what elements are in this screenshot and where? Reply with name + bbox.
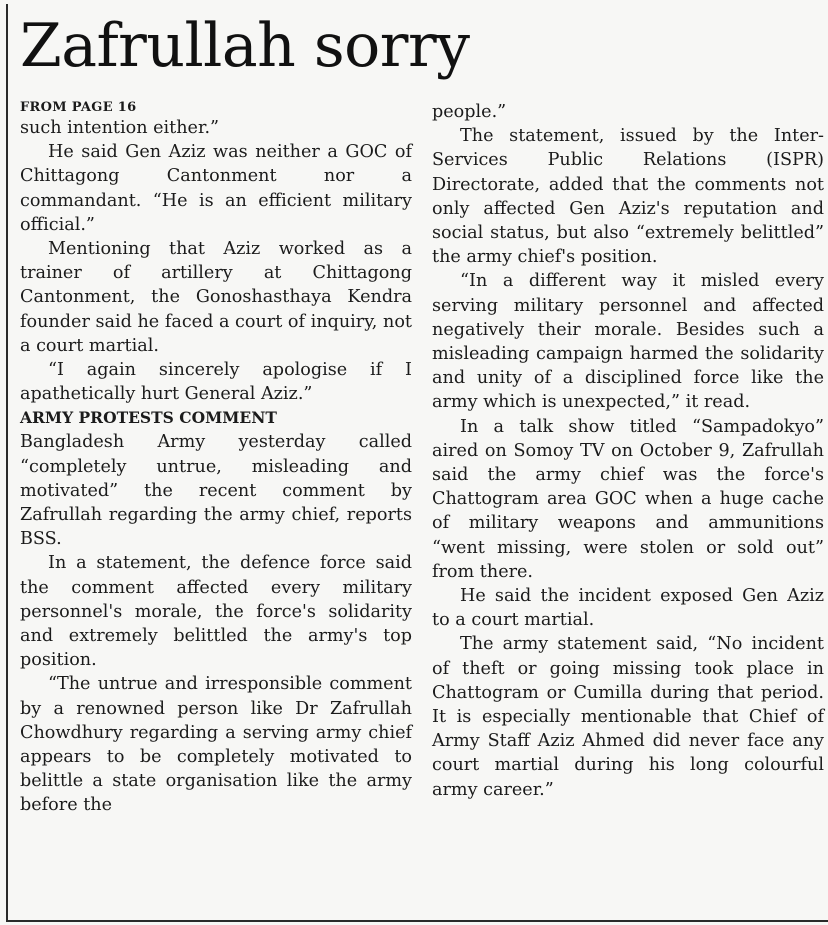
- paragraph: people.”: [432, 102, 507, 122]
- left-column-rule: [6, 4, 8, 922]
- paragraph: Bangladesh Army yesterday called “completely untrue, misleading and motivated” the recent comment by Zafrullah regarding the army chief, reports BSS.: [20, 432, 412, 550]
- section-subhead: ARMY PROTESTS COMMENT: [20, 408, 277, 428]
- paragraph: He said Gen Aziz was neither a GOC of Chittagong Cantonment nor a commandant. “He is an efficient military official.”: [20, 142, 412, 235]
- paragraph: “The untrue and irresponsible comment by a renowned person like Dr Zafrullah Chowdhury regarding a serving army chief appears to be completely motivated to belittle a state organisation like the army before the: [20, 674, 412, 816]
- article-headline: Zafrullah sorry: [20, 11, 470, 81]
- article-column-right: [432, 100, 824, 802]
- paragraph: such intention either.”: [20, 118, 220, 138]
- paragraph: “I again sincerely apologise if I apathetically hurt General Aziz.”: [20, 360, 412, 405]
- paragraph: In a statement, the defence force said the comment affected every military personnel's morale, the force's solidarity and extremely belittled the army's top position.: [20, 553, 412, 671]
- paragraph: The statement, issued by the Inter-Services Public Relations (ISPR) Directorate, added that the comments not only affected Gen Aziz's reputation and social status, but also “extremely belittled” the army chief's position.: [432, 126, 824, 268]
- paragraph: The army statement said, “No incident of theft or going missing took place in Chattogram or Cumilla during that period. It is especially mentionable that Chief of Army Staff Aziz Ahmed did never face any court martial during his long colourful army career.”: [432, 634, 824, 800]
- paragraph: He said the incident exposed Gen Aziz to a court martial.: [432, 586, 824, 631]
- bottom-rule: [6, 920, 828, 922]
- paragraph: In a talk show titled “Sampadokyo” aired on Somoy TV on October 9, Zafrullah said the army chief was the force's Chattogram area GOC when a huge cache of military weapons and ammunitions “went missing, were stolen or sold out” from there.: [432, 416, 824, 582]
- paragraph: “In a different way it misled every serving military personnel and affected negatively their morale. Besides such a misleading campaign harmed the solidarity and unity of a disciplined force like the army which is unexpected,” it read.: [432, 271, 824, 413]
- paragraph: Mentioning that Aziz worked as a trainer of artillery at Chittagong Cantonment, the Gonoshasthaya Kendra founder said he faced a court of inquiry, not a court martial.: [20, 239, 412, 356]
- article-column-left: [20, 100, 412, 818]
- continuation-label: FROM PAGE 16: [20, 100, 137, 115]
